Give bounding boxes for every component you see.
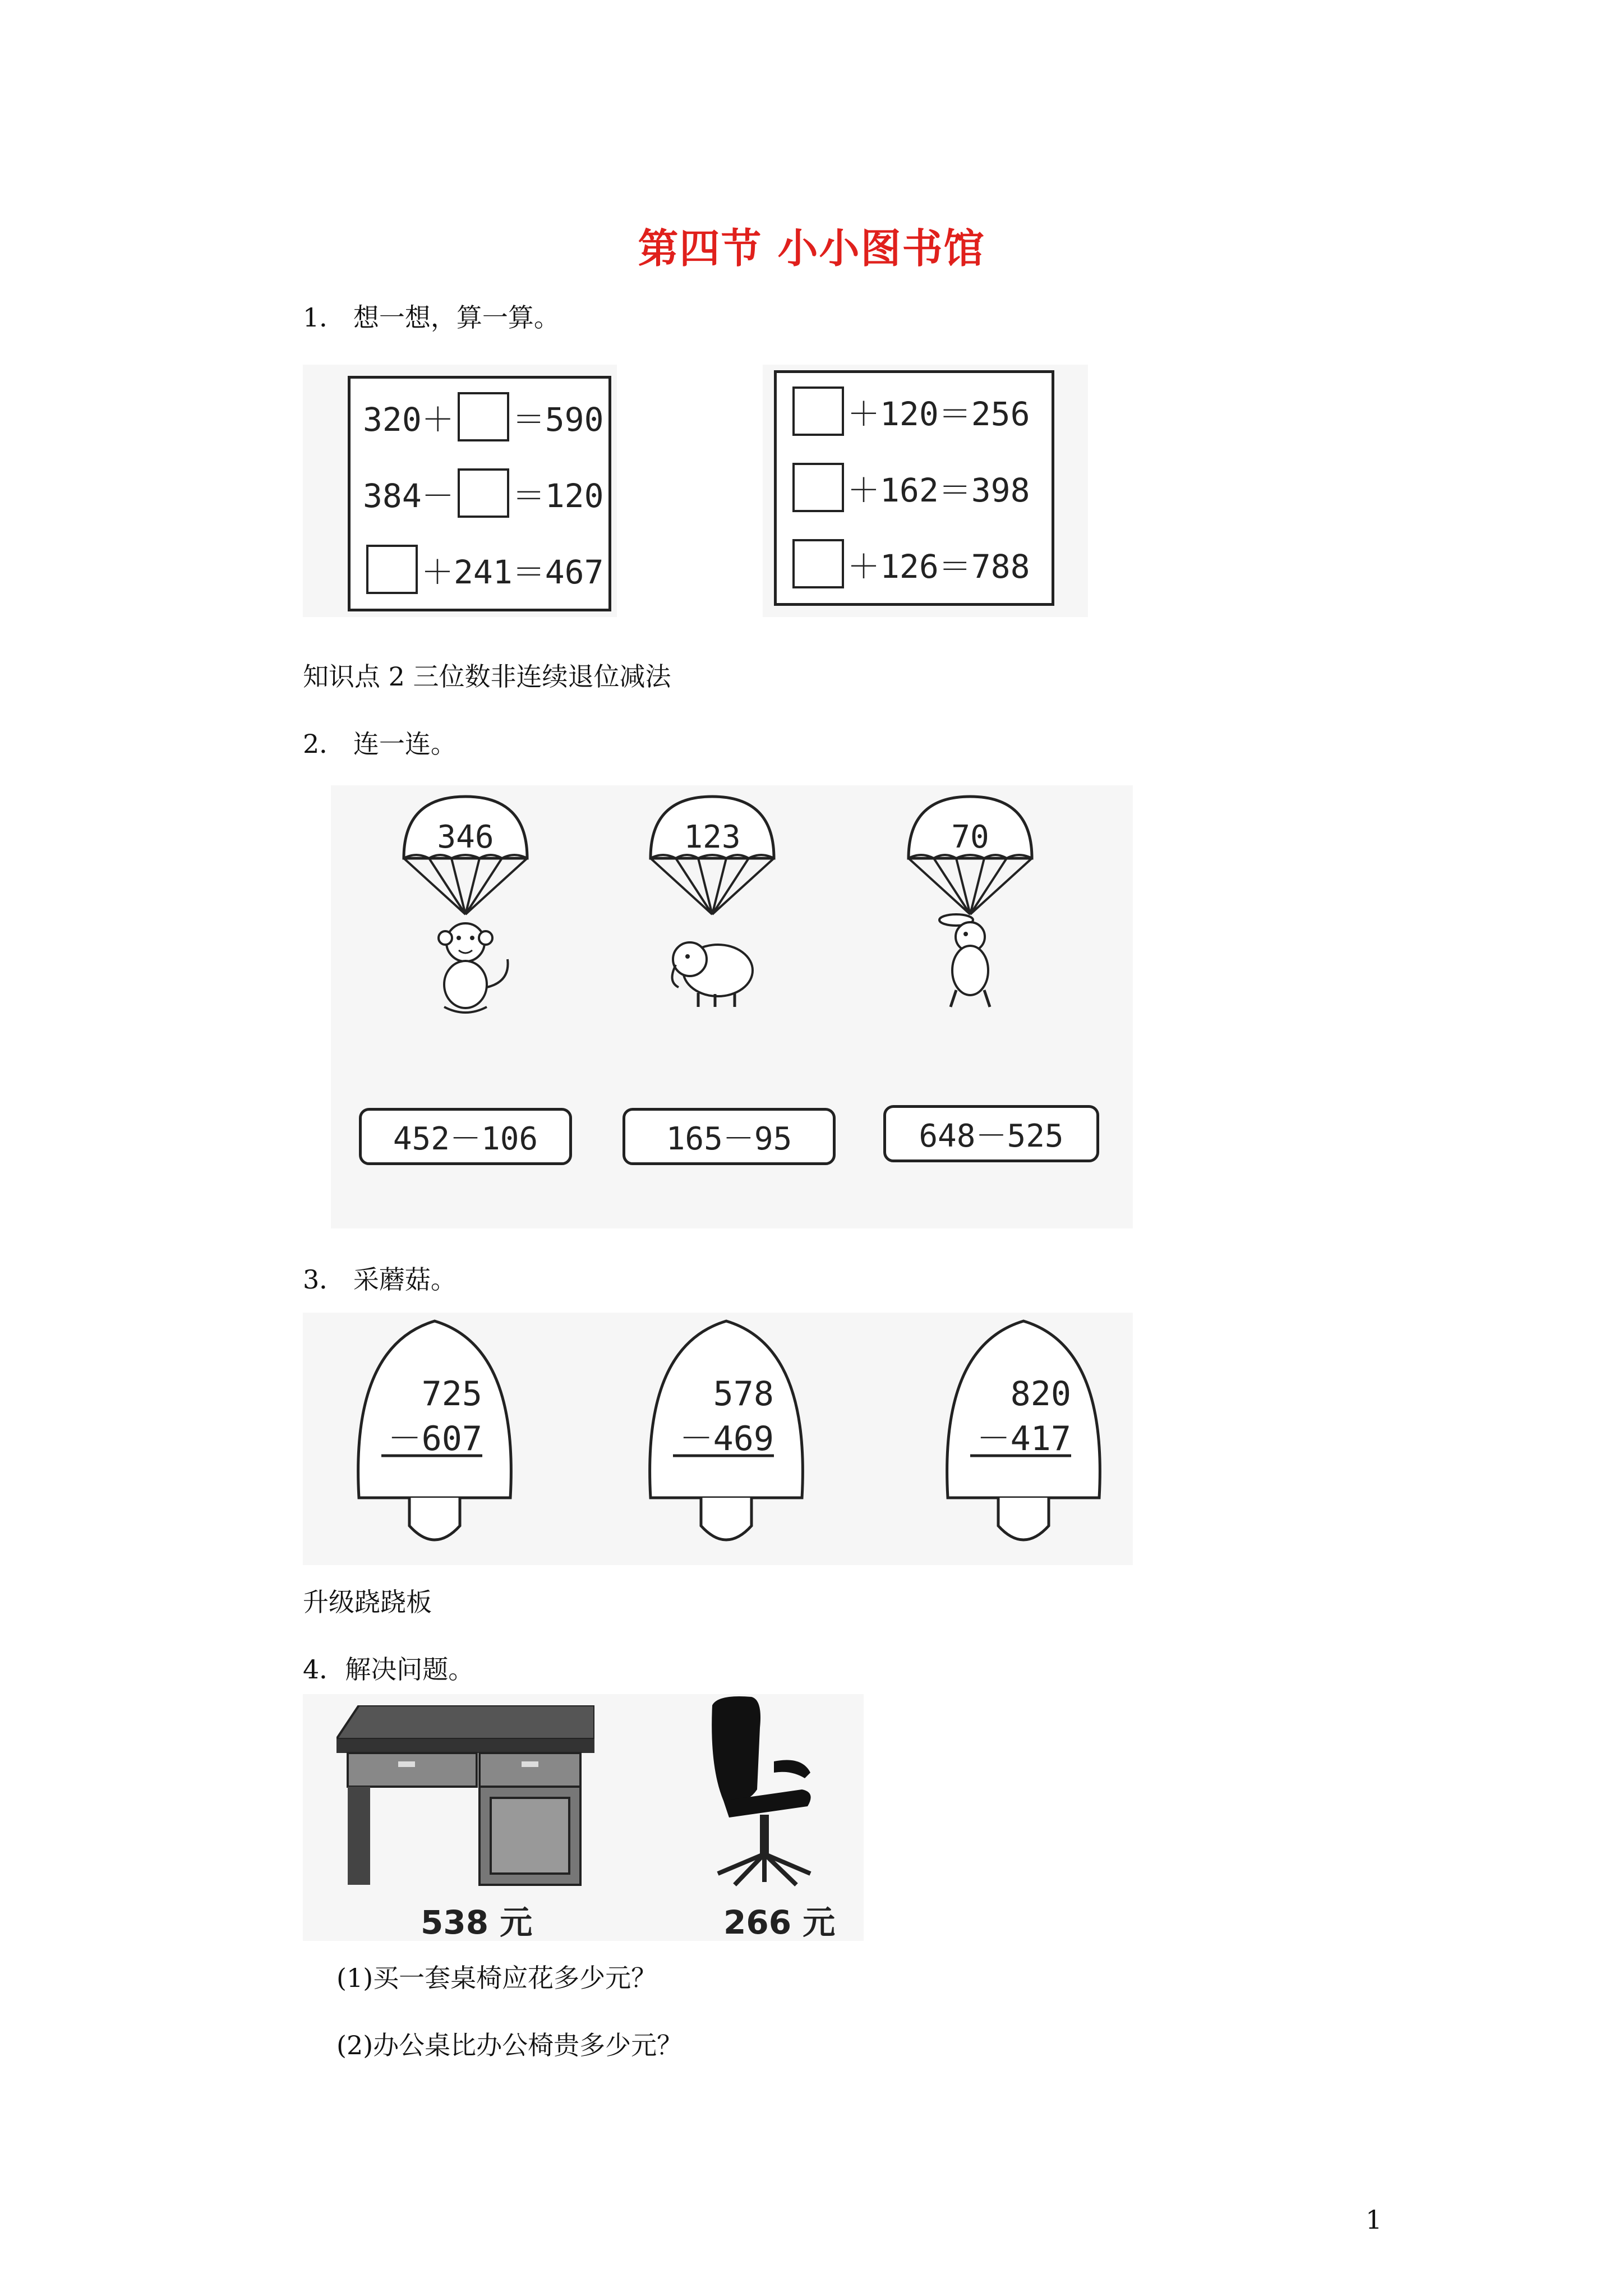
- question-2-label: 2． 连一连。: [303, 729, 457, 759]
- answer-blank[interactable]: [792, 539, 844, 588]
- knowledge-point: 知识点 2 三位数非连续退位减法: [303, 661, 671, 692]
- question-3-label: 3． 采蘑菇。: [303, 1264, 457, 1295]
- answer-blank[interactable]: [458, 468, 509, 518]
- equation-row: ＋241＝467: [363, 544, 604, 595]
- q1-right-figure: [763, 365, 1088, 617]
- expression-card[interactable]: 648－525: [883, 1105, 1099, 1162]
- page-title: 第四节 小小图书馆: [638, 224, 985, 272]
- expression-card[interactable]: 452－106: [359, 1108, 572, 1165]
- mushroom-top-number: 820: [1010, 1374, 1071, 1414]
- parachute-number: 70: [951, 819, 989, 855]
- answer-blank[interactable]: [458, 392, 509, 441]
- q3-figure: [303, 1313, 1133, 1565]
- equation-row: ＋126＝788: [789, 538, 1030, 590]
- answer-blank[interactable]: [792, 386, 844, 436]
- equation-row: 384－ ＝120: [363, 467, 604, 519]
- mushroom-bottom-number: －469: [679, 1419, 774, 1458]
- q4-figure: [303, 1694, 864, 1941]
- chair-price: 266 元: [723, 1903, 836, 1941]
- answer-blank[interactable]: [792, 463, 844, 512]
- mushroom-top-number: 578: [713, 1374, 774, 1414]
- equation-row: ＋162＝398: [789, 462, 1030, 513]
- question-1-label: 1． 想一想，算一算。: [303, 302, 560, 333]
- mushroom-top-number: 725: [421, 1374, 482, 1414]
- question-4-sub-1: (1)买一套桌椅应花多少元？: [336, 1963, 657, 1993]
- answer-blank[interactable]: [366, 545, 418, 594]
- section-heading: 升级跷跷板: [303, 1587, 432, 1617]
- expression-card[interactable]: 165－95: [623, 1108, 836, 1165]
- page-number: 1: [1366, 2205, 1382, 2235]
- equation-row: 320＋ ＝590: [363, 391, 604, 443]
- parachute-number: 123: [684, 819, 741, 855]
- q1-left-box: [348, 376, 611, 611]
- mushroom-bottom-number: －607: [388, 1419, 482, 1458]
- desk-price: 538 元: [421, 1903, 533, 1941]
- question-4-label: 4．解决问题。: [303, 1654, 474, 1685]
- equation-row: ＋120＝256: [789, 385, 1030, 437]
- desk-illustration: [336, 1705, 594, 1890]
- q1-right-box: [774, 370, 1054, 606]
- parachute-number: 346: [437, 819, 494, 855]
- q2-figure: [331, 785, 1133, 1228]
- mushroom-bottom-number: －417: [976, 1419, 1071, 1458]
- chair-illustration: [690, 1694, 824, 1896]
- question-4-sub-2: (2)办公桌比办公椅贵多少元？: [336, 2030, 683, 2060]
- q1-left-figure: [303, 365, 617, 617]
